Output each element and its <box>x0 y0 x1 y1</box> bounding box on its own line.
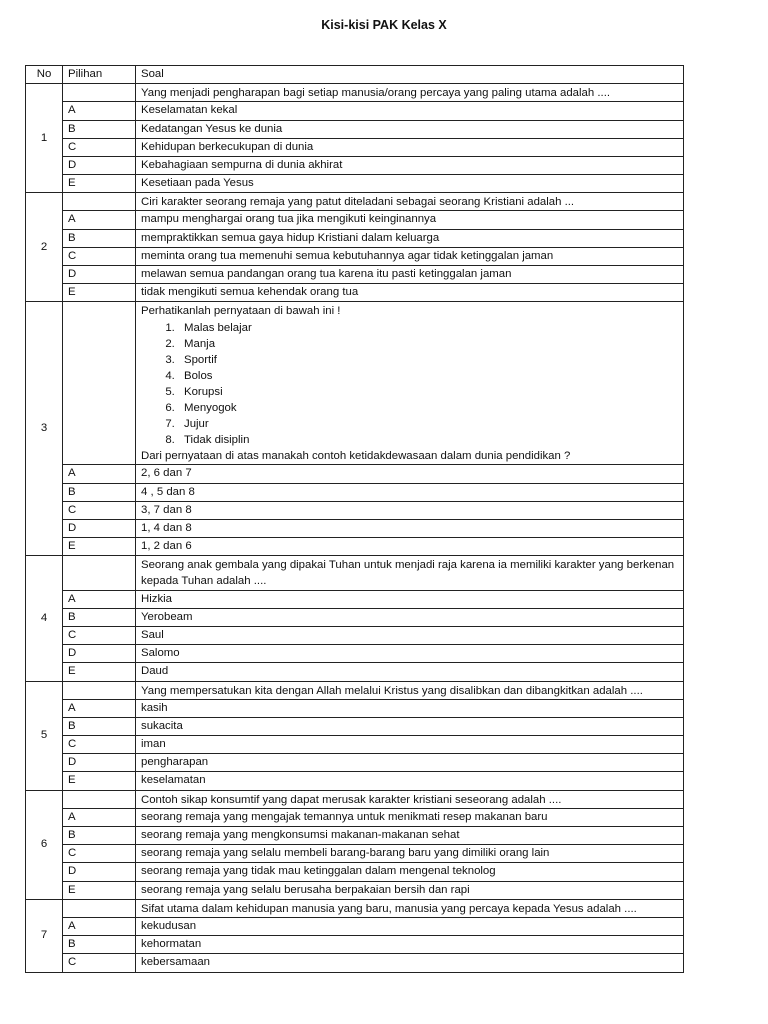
option-text: iman <box>136 736 684 754</box>
option-row <box>26 863 684 881</box>
option-text: mempraktikkan semua gaya hidup Kristiani dalam keluarga <box>136 229 684 247</box>
option-text: Hizkia <box>136 590 684 608</box>
option-row <box>26 156 684 174</box>
option-row <box>26 663 684 681</box>
question-number: 6 <box>26 790 63 899</box>
option-text: Saul <box>136 626 684 644</box>
option-letter: E <box>63 772 136 790</box>
statement-item: 3. Sportif <box>178 352 683 368</box>
question-text: Dari pernyataan di atas manakah contoh ketidakdewasaan dalam dunia pendidikan ? <box>141 450 571 463</box>
question-cell <box>136 790 684 808</box>
question-cell <box>136 193 684 211</box>
option-letter: B <box>63 608 136 626</box>
option-text: Kesetiaan pada Yesus <box>136 175 684 193</box>
question-grid-table <box>25 65 684 973</box>
header-pilihan: Pilihan <box>63 66 136 84</box>
option-letter: A <box>63 211 136 229</box>
statement-item: 5. Korupsi <box>178 384 683 400</box>
option-letter: E <box>63 538 136 556</box>
question-pilihan-empty <box>63 790 136 808</box>
option-row <box>26 772 684 790</box>
question-text: Contoh sikap konsumtif yang dapat merusak karakter kristiani seseorang adalah .... <box>141 793 562 806</box>
option-row <box>26 483 684 501</box>
option-row <box>26 229 684 247</box>
option-letter: C <box>63 247 136 265</box>
option-text: Salomo <box>136 645 684 663</box>
question-text: Yang mempersatukan kita dengan Allah melalui Kristus yang disalibkan dan dibangkitkan adalah .... <box>141 684 643 697</box>
option-row <box>26 717 684 735</box>
option-text: Keselamatan kekal <box>136 102 684 120</box>
question-cell <box>136 681 684 699</box>
option-text: Kebahagiaan sempurna di dunia akhirat <box>136 156 684 174</box>
option-letter: C <box>63 138 136 156</box>
question-number: 4 <box>26 556 63 681</box>
option-text: kasih <box>136 699 684 717</box>
header-no: No <box>26 66 63 84</box>
option-text: 1, 4 dan 8 <box>136 519 684 537</box>
option-text: Yerobeam <box>136 608 684 626</box>
option-text: tidak mengikuti semua kehendak orang tua <box>136 284 684 302</box>
question-row <box>26 899 684 917</box>
option-row <box>26 936 684 954</box>
option-letter: E <box>63 284 136 302</box>
question-cell <box>136 84 684 102</box>
option-row <box>26 138 684 156</box>
question-grid-body <box>26 66 684 973</box>
option-row <box>26 917 684 935</box>
option-text: 4 , 5 dan 8 <box>136 483 684 501</box>
option-row <box>26 736 684 754</box>
question-pilihan-empty <box>63 193 136 211</box>
question-row <box>26 193 684 211</box>
option-row <box>26 699 684 717</box>
question-intro: Perhatikanlah pernyataan di bawah ini ! <box>141 305 341 318</box>
option-text: kekudusan <box>136 917 684 935</box>
question-pilihan-empty <box>63 681 136 699</box>
option-text: Kedatangan Yesus ke dunia <box>136 120 684 138</box>
option-text: sukacita <box>136 717 684 735</box>
question-row <box>26 302 684 465</box>
option-text: seorang remaja yang selalu berusaha berpakaian bersih dan rapi <box>136 881 684 899</box>
question-pilihan-empty <box>63 302 136 465</box>
option-row <box>26 826 684 844</box>
option-text: kebersamaan <box>136 954 684 972</box>
option-text: keselamatan <box>136 772 684 790</box>
option-letter: B <box>63 120 136 138</box>
option-row <box>26 645 684 663</box>
question-text: Ciri karakter seorang remaja yang patut diteladani sebagai seorang Kristiani adalah ... <box>141 196 575 209</box>
option-letter: C <box>63 501 136 519</box>
option-text: seorang remaja yang tidak mau ketinggalan dalam mengenal teknolog <box>136 863 684 881</box>
option-text: meminta orang tua memenuhi semua kebutuhannya agar tidak ketinggalan jaman <box>136 247 684 265</box>
option-letter: A <box>63 808 136 826</box>
option-letter: A <box>63 917 136 935</box>
option-row <box>26 102 684 120</box>
question-cell <box>136 302 684 465</box>
page-title: Kisi-kisi PAK Kelas X <box>321 18 447 32</box>
option-row <box>26 954 684 972</box>
question-pilihan-empty <box>63 84 136 102</box>
option-row <box>26 501 684 519</box>
option-text: pengharapan <box>136 754 684 772</box>
option-row <box>26 247 684 265</box>
option-letter: B <box>63 936 136 954</box>
option-text: kehormatan <box>136 936 684 954</box>
option-letter: E <box>63 663 136 681</box>
option-row <box>26 608 684 626</box>
option-text: 3, 7 dan 8 <box>136 501 684 519</box>
option-text: 1, 2 dan 6 <box>136 538 684 556</box>
question-cell <box>136 556 684 590</box>
question-text: Sifat utama dalam kehidupan manusia yang baru, manusia yang percaya kepada Yesus adalah .... <box>141 902 637 915</box>
option-row <box>26 465 684 483</box>
option-text: mampu menghargai orang tua jika mengikuti keinginannya <box>136 211 684 229</box>
option-letter: C <box>63 626 136 644</box>
option-row <box>26 626 684 644</box>
option-letter: D <box>63 266 136 284</box>
statement-item: 6. Menyogok <box>178 400 683 416</box>
option-text: seorang remaja yang selalu membeli barang-barang baru yang dimiliki orang lain <box>136 845 684 863</box>
option-row <box>26 266 684 284</box>
question-number: 3 <box>26 302 63 556</box>
option-letter: B <box>63 717 136 735</box>
option-letter: D <box>63 156 136 174</box>
question-number: 5 <box>26 681 63 790</box>
question-number: 1 <box>26 84 63 193</box>
option-letter: C <box>63 954 136 972</box>
option-text: melawan semua pandangan orang tua karena itu pasti ketinggalan jaman <box>136 266 684 284</box>
option-row <box>26 538 684 556</box>
option-row <box>26 881 684 899</box>
option-letter: D <box>63 645 136 663</box>
statement-item: 4. Bolos <box>178 368 683 384</box>
option-row <box>26 120 684 138</box>
option-row <box>26 284 684 302</box>
option-letter: D <box>63 519 136 537</box>
option-text: Daud <box>136 663 684 681</box>
option-row <box>26 808 684 826</box>
option-letter: A <box>63 699 136 717</box>
question-text: Seorang anak gembala yang dipakai Tuhan untuk menjadi raja karena ia memiliki karakter yang berkenan kepada Tuhan adalah .... <box>141 559 675 588</box>
question-number: 2 <box>26 193 63 302</box>
option-letter: E <box>63 881 136 899</box>
option-letter: D <box>63 863 136 881</box>
question-text: Yang menjadi pengharapan bagi setiap manusia/orang percaya yang paling utama adalah .... <box>141 87 611 100</box>
question-number: 7 <box>26 899 63 972</box>
option-text: 2, 6 dan 7 <box>136 465 684 483</box>
statement-list <box>141 320 683 449</box>
header-row <box>26 66 684 84</box>
statement-item: 7. Jujur <box>178 416 683 432</box>
option-letter: C <box>63 845 136 863</box>
question-pilihan-empty <box>63 899 136 917</box>
question-cell <box>136 899 684 917</box>
statement-item: 1. Malas belajar <box>178 320 683 336</box>
option-letter: A <box>63 102 136 120</box>
option-letter: A <box>63 590 136 608</box>
option-text: Kehidupan berkecukupan di dunia <box>136 138 684 156</box>
option-row <box>26 754 684 772</box>
option-text: seorang remaja yang mengajak temannya untuk menikmati resep makanan baru <box>136 808 684 826</box>
question-row <box>26 84 684 102</box>
option-letter: B <box>63 826 136 844</box>
question-row <box>26 790 684 808</box>
question-row <box>26 556 684 590</box>
option-row <box>26 845 684 863</box>
header-soal: Soal <box>136 66 684 84</box>
option-letter: B <box>63 229 136 247</box>
option-row <box>26 175 684 193</box>
question-row <box>26 681 684 699</box>
option-letter: E <box>63 175 136 193</box>
question-pilihan-empty <box>63 556 136 590</box>
option-letter: D <box>63 754 136 772</box>
option-letter: C <box>63 736 136 754</box>
option-row <box>26 519 684 537</box>
option-text: seorang remaja yang mengkonsumsi makanan-makanan sehat <box>136 826 684 844</box>
option-letter: A <box>63 465 136 483</box>
option-row <box>26 590 684 608</box>
option-row <box>26 211 684 229</box>
statement-item: 2. Manja <box>178 336 683 352</box>
statement-item: 8. Tidak disiplin <box>178 432 683 448</box>
option-letter: B <box>63 483 136 501</box>
